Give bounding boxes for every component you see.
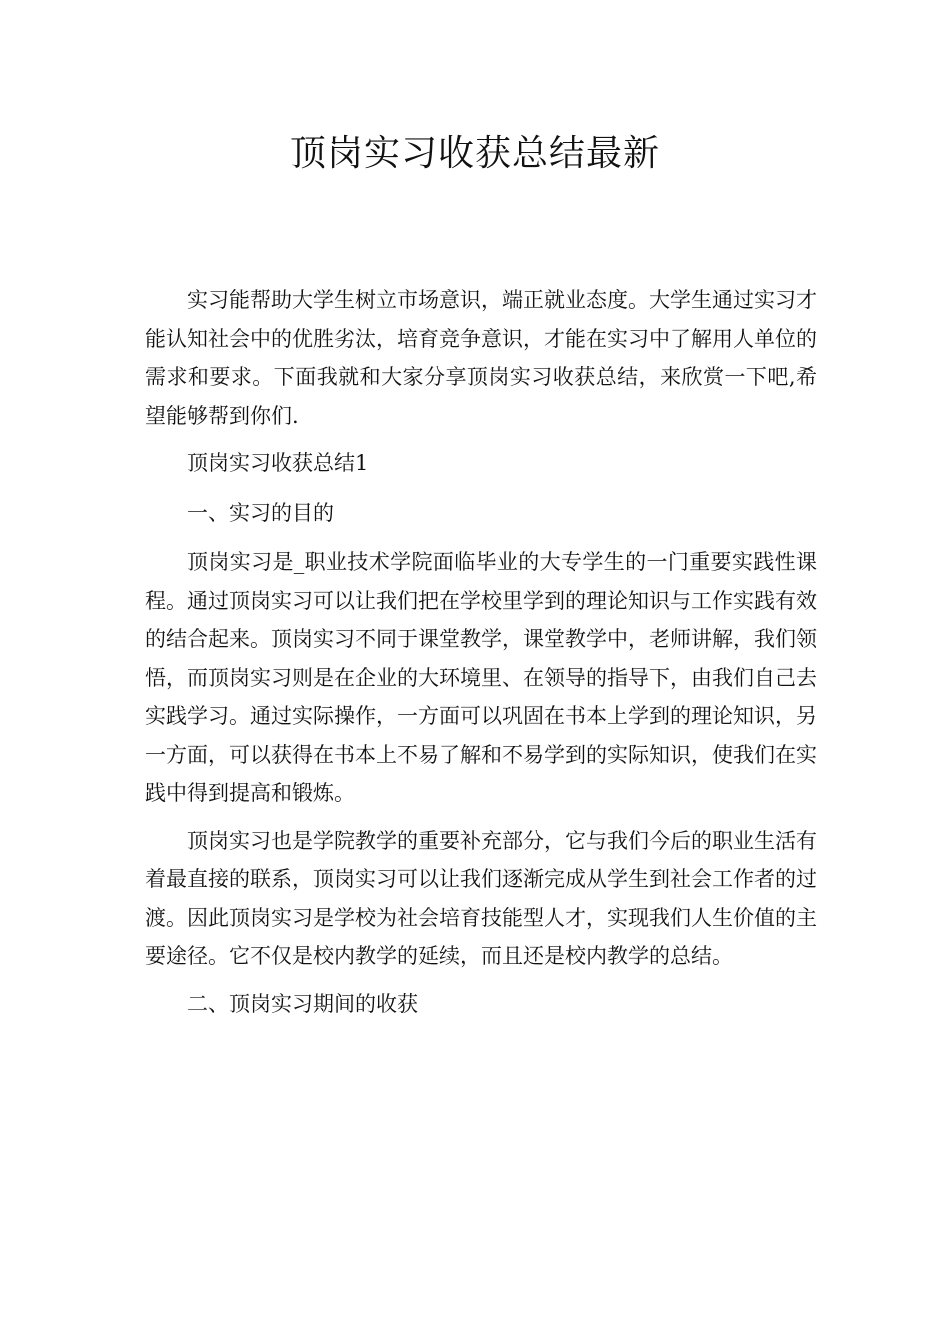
document-body	[145, 281, 817, 1034]
paragraph-purpose-1: 顶岗实习是_职业技术学院面临毕业的大专学生的一门重要实践性课程。通过顶岗实习可以让我们把在学校里学到的理论知识与工作实践有效的结合起来。顶岗实习不同于课堂教学，课堂教学中，老师讲解，我们领悟，而顶岗实习则是在企业的大环境里、在领导的指导下，由我们自己去实践学习。通过实际操作，一方面可以巩固在书本上学到的理论知识，另一方面，可以获得在书本上不易了解和不易学到的实际知识，使我们在实践中得到提高和锻炼。	[145, 550, 817, 805]
document-title: 顶岗实习收获总结最新	[289, 133, 660, 174]
section-heading-gains: 二、顶岗实习期间的收获	[187, 991, 418, 1016]
section-heading-purpose: 一、实习的目的	[187, 500, 334, 525]
section-heading-summary-1: 顶岗实习收获总结1	[187, 451, 369, 475]
intro-paragraph: 实习能帮助大学生树立市场意识，端正就业态度。大学生通过实习才能认知社会中的优胜劣汰，培育竞争意识，才能在实习中了解用人单位的需求和要求。下面我就和大家分享顶岗实习收获总结，来欣赏一下吧,希望能够帮到你们.	[145, 288, 817, 428]
paragraph-purpose-2: 顶岗实习也是学院教学的重要补充部分，它与我们今后的职业生活有着最直接的联系，顶岗实习可以让我们逐渐完成从学生到社会工作者的过渡。因此顶岗实习是学校为社会培育技能型人才，实现我们人生价值的主要途径。它不仅是校内教学的延续，而且还是校内教学的总结。	[145, 828, 817, 968]
